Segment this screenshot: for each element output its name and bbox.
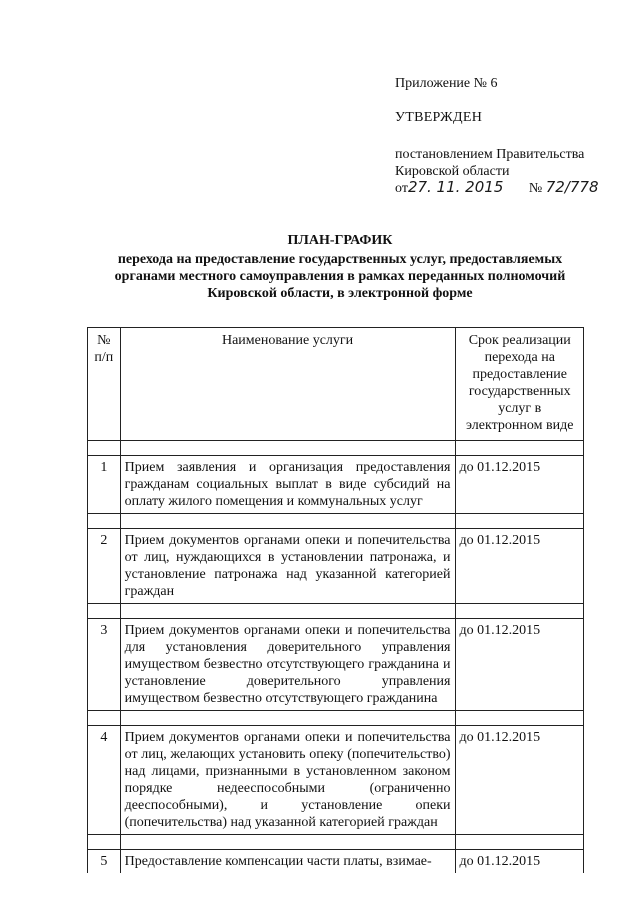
spacer-row [88,441,584,456]
date-prefix: от [395,181,408,196]
table-header-row [88,328,584,441]
appendix-label: Приложение № 6 [395,76,498,91]
resolution-line-2: Кировской области [395,164,510,179]
table-row [88,726,584,835]
date-number-line [395,178,599,197]
table-row [88,456,584,514]
header-service: Наименование услуги [120,328,455,441]
number-prefix: № [528,181,543,196]
spacer-row [88,711,584,726]
table-row [88,850,584,874]
subtitle-line-3: Кировской области, в электронной форме [207,286,473,301]
row-deadline: до 01.12.2015 [455,456,584,514]
plan-table [87,327,584,873]
row-deadline: до 01.12.2015 [455,726,584,835]
subtitle-line-1: перехода на предоставление государственных услуг, предоставляемых [117,252,563,267]
resolution-block [395,146,584,180]
row-num: 1 [88,456,121,514]
row-service: Прием документов органами опеки и попечительства для установления доверительного управления имуществом безвестно отсутствующего гражданина и установление доверительного управления имуществом безвестно отсутствующего гражданина [120,619,455,711]
row-deadline: до 01.12.2015 [455,850,584,874]
header-num: № п/п [88,328,121,441]
spacer-row [88,835,584,850]
document-subtitle [80,251,600,302]
row-service: Прием документов органами опеки и попечительства от лиц, желающих установить опеку (попечительство) над лицами, признанными в установленном законом порядке недееспособными (ограниченно дееспособными), и установление опеки (попечительства) над указанной категорией граждан [120,726,455,835]
row-num: 2 [88,529,121,604]
row-deadline: до 01.12.2015 [455,529,584,604]
resolution-line-1: постановлением Правительства [395,147,585,162]
row-service: Прием заявления и организация предоставления гражданам социальных выплат в виде субсидий на оплату жилого помещения и коммунальных услуг [120,456,455,514]
subtitle-line-2: органами местного самоуправления в рамках переданных полномочий [114,269,566,284]
handwritten-date: 27. 11. 2015 [407,178,504,196]
row-num: 5 [88,850,121,874]
header-deadline: Срок реализации перехода на предоставление государственных услуг в электронном виде [455,328,584,441]
handwritten-number: 72/778 [545,178,599,196]
row-num: 3 [88,619,121,711]
row-service: Предоставление компенсации части платы, взимае- [120,850,455,874]
table-row [88,529,584,604]
spacer-row [88,604,584,619]
row-num: 4 [88,726,121,835]
document-title: ПЛАН-ГРАФИК [287,233,393,248]
row-deadline: до 01.12.2015 [455,619,584,711]
approved-label: УТВЕРЖДЕН [395,110,483,125]
spacer-row [88,514,584,529]
row-service: Прием документов органами опеки и попечительства от лиц, нуждающихся в установлении патронажа, и установление патронажа над указанной категорией граждан [120,529,455,604]
table-row [88,619,584,711]
